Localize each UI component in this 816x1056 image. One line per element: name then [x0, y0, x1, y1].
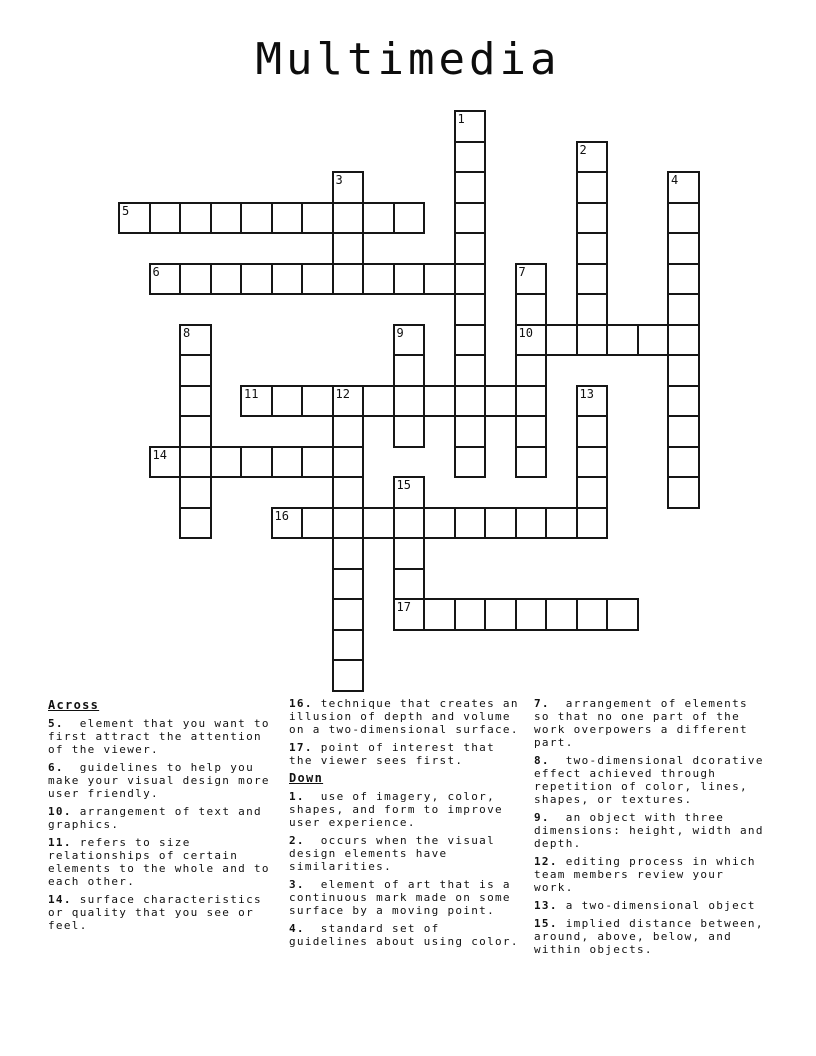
cell-number: 16: [274, 508, 289, 523]
cell-number: 7: [518, 264, 526, 279]
grid-cell[interactable]: [576, 598, 609, 631]
clue-text: a two-dimensional object: [565, 899, 756, 912]
clue-text: point of interest that the viewer sees first.: [289, 741, 503, 767]
grid-cell[interactable]: [271, 385, 304, 418]
clue-column-1: [48, 697, 280, 937]
grid-cell[interactable]: [179, 415, 212, 448]
grid-cell[interactable]: [515, 446, 548, 479]
clue-text: use of imagery, color, shapes, and form to improve user experience.: [289, 790, 511, 829]
grid-cell[interactable]: [667, 324, 700, 357]
clue-item: [534, 697, 766, 749]
clue-number: 16.: [289, 697, 313, 710]
grid-cell[interactable]: [454, 507, 487, 540]
grid-cell[interactable]: [240, 263, 273, 296]
clue-number: 8.: [534, 754, 550, 767]
grid-cell[interactable]: [393, 598, 426, 631]
grid-cell[interactable]: [301, 385, 334, 418]
grid-cell[interactable]: [210, 202, 243, 235]
clue-number: 2.: [289, 834, 305, 847]
grid-cell[interactable]: [332, 385, 365, 418]
grid-cell[interactable]: [667, 476, 700, 509]
clue-text: editing process in which team members review your work.: [534, 855, 764, 894]
grid-cell[interactable]: [393, 354, 426, 387]
grid-cell[interactable]: [271, 202, 304, 235]
grid-cell[interactable]: [271, 263, 304, 296]
puzzle-title: Multimedia: [255, 34, 561, 85]
clue-item: [534, 811, 772, 850]
clue-number: 10.: [48, 805, 72, 818]
grid-cell[interactable]: [393, 385, 426, 418]
grid-cell[interactable]: [454, 202, 487, 235]
grid-cell[interactable]: [545, 324, 578, 357]
clue-item: [289, 834, 521, 873]
grid-cell[interactable]: [576, 324, 609, 357]
grid-cell[interactable]: [576, 202, 609, 235]
grid-cell[interactable]: [454, 110, 487, 143]
grid-cell[interactable]: [271, 507, 304, 540]
clue-number: 11.: [48, 836, 72, 849]
clue-item: [48, 805, 280, 831]
grid-cell[interactable]: [210, 446, 243, 479]
clue-item: [534, 754, 772, 806]
grid-cell[interactable]: [667, 415, 700, 448]
cell-number: 11: [244, 386, 259, 401]
clue-text: two-dimensional dcorative effect achieved through repetition of color, lines, shapes, or textures.: [534, 754, 772, 806]
grid-cell[interactable]: [515, 385, 548, 418]
grid-cell[interactable]: [667, 385, 700, 418]
clue-text: standard set of guidelines about using color.: [289, 922, 519, 948]
clue-text: element of art that is a continuous mark made on some surface by a moving point.: [289, 878, 519, 917]
grid-cell[interactable]: [515, 415, 548, 448]
grid-cell[interactable]: [667, 293, 700, 326]
grid-cell[interactable]: [393, 476, 426, 509]
clue-column-2: [289, 697, 527, 953]
clue-text: refers to size relationships of certain elements to the whole and to each other.: [48, 836, 278, 888]
grid-cell[interactable]: [454, 354, 487, 387]
grid-cell[interactable]: [362, 507, 395, 540]
grid-cell[interactable]: [393, 263, 426, 296]
clue-item: [289, 878, 521, 917]
clue-column-3: [534, 697, 772, 961]
cell-number: 13: [579, 386, 594, 401]
clue-item: [534, 855, 766, 894]
grid-cell[interactable]: [332, 171, 365, 204]
grid-cell[interactable]: [301, 263, 334, 296]
grid-cell[interactable]: [332, 659, 365, 692]
grid-cell[interactable]: [179, 354, 212, 387]
cell-number: 3: [335, 173, 343, 187]
grid-cell[interactable]: [545, 598, 578, 631]
grid-cell[interactable]: [515, 354, 548, 387]
grid-cell[interactable]: [667, 446, 700, 479]
grid-cell[interactable]: [179, 202, 212, 235]
grid-cell[interactable]: [667, 202, 700, 235]
grid-cell[interactable]: [667, 354, 700, 387]
clue-number: 3.: [289, 878, 305, 891]
clue-number: 5.: [48, 717, 64, 730]
grid-cell[interactable]: [301, 507, 334, 540]
clue-item: [48, 717, 280, 756]
clue-number: 14.: [48, 893, 72, 906]
grid-cell[interactable]: [667, 232, 700, 265]
grid-cell[interactable]: [240, 202, 273, 235]
grid-cell[interactable]: [606, 324, 639, 357]
grid-cell[interactable]: [515, 293, 548, 326]
grid-cell[interactable]: [332, 232, 365, 265]
clue-number: 4.: [289, 922, 305, 935]
grid-cell[interactable]: [545, 507, 578, 540]
grid-cell[interactable]: [576, 141, 609, 174]
grid-cell[interactable]: [454, 598, 487, 631]
grid-cell[interactable]: [667, 263, 700, 296]
grid-cell[interactable]: [576, 507, 609, 540]
grid-cell[interactable]: [484, 507, 517, 540]
grid-cell[interactable]: [332, 598, 365, 631]
clue-number: 6.: [48, 761, 64, 774]
grid-cell[interactable]: [454, 293, 487, 326]
grid-cell[interactable]: [515, 507, 548, 540]
grid-cell[interactable]: [118, 202, 151, 235]
grid-cell[interactable]: [515, 324, 548, 357]
grid-cell[interactable]: [179, 476, 212, 509]
grid-cell[interactable]: [332, 446, 365, 479]
grid-cell[interactable]: [454, 263, 487, 296]
grid-cell[interactable]: [454, 141, 487, 174]
grid-cell[interactable]: [454, 385, 487, 418]
grid-cell[interactable]: [423, 385, 456, 418]
cell-number: 4: [671, 173, 679, 187]
clue-number: 17.: [289, 741, 313, 754]
grid-cell[interactable]: [332, 537, 365, 570]
grid-cell[interactable]: [576, 293, 609, 326]
clue-item: [289, 790, 521, 829]
grid-cell[interactable]: [606, 598, 639, 631]
clue-number: 13.: [534, 899, 558, 912]
grid-cell[interactable]: [332, 507, 365, 540]
clue-text: surface characteristics or quality that you see or feel.: [48, 893, 270, 932]
cell-number: 5: [122, 203, 130, 218]
grid-cell[interactable]: [332, 568, 365, 601]
clue-text: arrangement of text and graphics.: [48, 805, 270, 831]
grid-cell[interactable]: [240, 385, 273, 418]
grid-cell[interactable]: [423, 598, 456, 631]
grid-cell[interactable]: [179, 385, 212, 418]
grid-cell[interactable]: [301, 202, 334, 235]
cell-number: 10: [518, 325, 533, 340]
grid-cell[interactable]: [149, 446, 182, 479]
grid-cell[interactable]: [149, 263, 182, 296]
grid-cell[interactable]: [484, 598, 517, 631]
grid-cell[interactable]: [332, 263, 365, 296]
cell-number: 2: [579, 142, 587, 157]
clue-item: [534, 917, 772, 956]
grid-cell[interactable]: [515, 263, 548, 296]
grid-cell[interactable]: [576, 415, 609, 448]
cell-number: 6: [152, 264, 160, 279]
clues-heading-down: Down: [289, 771, 324, 785]
grid-cell[interactable]: [149, 202, 182, 235]
grid-cell[interactable]: [454, 324, 487, 357]
clue-text: implied distance between, around, above, below, and within objects.: [534, 917, 772, 956]
clue-item: [48, 893, 280, 932]
clue-text: occurs when the visual design elements have similarities.: [289, 834, 503, 873]
cell-number: 14: [152, 447, 167, 462]
clue-text: element that you want to first attract the attention of the viewer.: [48, 717, 278, 756]
clue-item: [289, 741, 521, 767]
clue-number: 15.: [534, 917, 558, 930]
clue-item: [534, 899, 766, 912]
grid-cell[interactable]: [454, 232, 487, 265]
grid-cell[interactable]: [393, 415, 426, 448]
clue-number: 7.: [534, 697, 550, 710]
grid-cell[interactable]: [576, 263, 609, 296]
grid-cell[interactable]: [332, 415, 365, 448]
grid-cell[interactable]: [576, 232, 609, 265]
cell-number: 1: [457, 112, 465, 126]
grid-cell[interactable]: [423, 507, 456, 540]
clue-item: [289, 697, 527, 736]
grid-cell[interactable]: [362, 385, 395, 418]
grid-cell[interactable]: [576, 385, 609, 418]
grid-cell[interactable]: [667, 171, 700, 204]
clue-text: technique that creates an illusion of depth and volume on a two-dimensional surface.: [289, 697, 527, 736]
grid-cell[interactable]: [576, 171, 609, 204]
cell-number: 15: [396, 478, 411, 492]
grid-cell[interactable]: [393, 507, 426, 540]
grid-cell[interactable]: [179, 507, 212, 540]
clue-number: 1.: [289, 790, 305, 803]
grid-cell[interactable]: [179, 263, 212, 296]
clue-text: an object with three dimensions: height, width and depth.: [534, 811, 772, 850]
cell-number: 9: [396, 325, 404, 340]
grid-cell[interactable]: [301, 446, 334, 479]
grid-cell[interactable]: [423, 263, 456, 296]
grid-cell[interactable]: [332, 202, 365, 235]
grid-cell[interactable]: [271, 446, 304, 479]
grid-cell[interactable]: [515, 598, 548, 631]
grid-cell[interactable]: [362, 263, 395, 296]
grid-cell[interactable]: [393, 202, 426, 235]
grid-cell[interactable]: [454, 446, 487, 479]
cell-number: 12: [335, 386, 350, 401]
clue-item: [289, 922, 521, 948]
grid-cell[interactable]: [484, 385, 517, 418]
grid-cell[interactable]: [454, 171, 487, 204]
clue-number: 9.: [534, 811, 550, 824]
grid-cell[interactable]: [332, 476, 365, 509]
grid-cell[interactable]: [210, 263, 243, 296]
clue-item: [48, 836, 280, 888]
grid-cell[interactable]: [637, 324, 670, 357]
clue-item: [48, 761, 280, 800]
grid-cell[interactable]: [393, 537, 426, 570]
clue-number: 12.: [534, 855, 558, 868]
grid-cell[interactable]: [179, 446, 212, 479]
clue-text: guidelines to help you make your visual design more user friendly.: [48, 761, 278, 800]
clues-heading-across: Across: [48, 698, 100, 712]
clue-text: arrangement of elements so that no one part of the work overpowers a different part.: [534, 697, 756, 749]
cell-number: 8: [183, 325, 191, 340]
grid-cell[interactable]: [454, 415, 487, 448]
grid-cell[interactable]: [179, 324, 212, 357]
grid-cell[interactable]: [332, 629, 365, 662]
grid-cell[interactable]: [576, 446, 609, 479]
grid-cell[interactable]: [393, 568, 426, 601]
grid-cell[interactable]: [362, 202, 395, 235]
cell-number: 17: [396, 600, 411, 614]
grid-cell[interactable]: [576, 476, 609, 509]
grid-cell[interactable]: [393, 324, 426, 357]
grid-cell[interactable]: [240, 446, 273, 479]
